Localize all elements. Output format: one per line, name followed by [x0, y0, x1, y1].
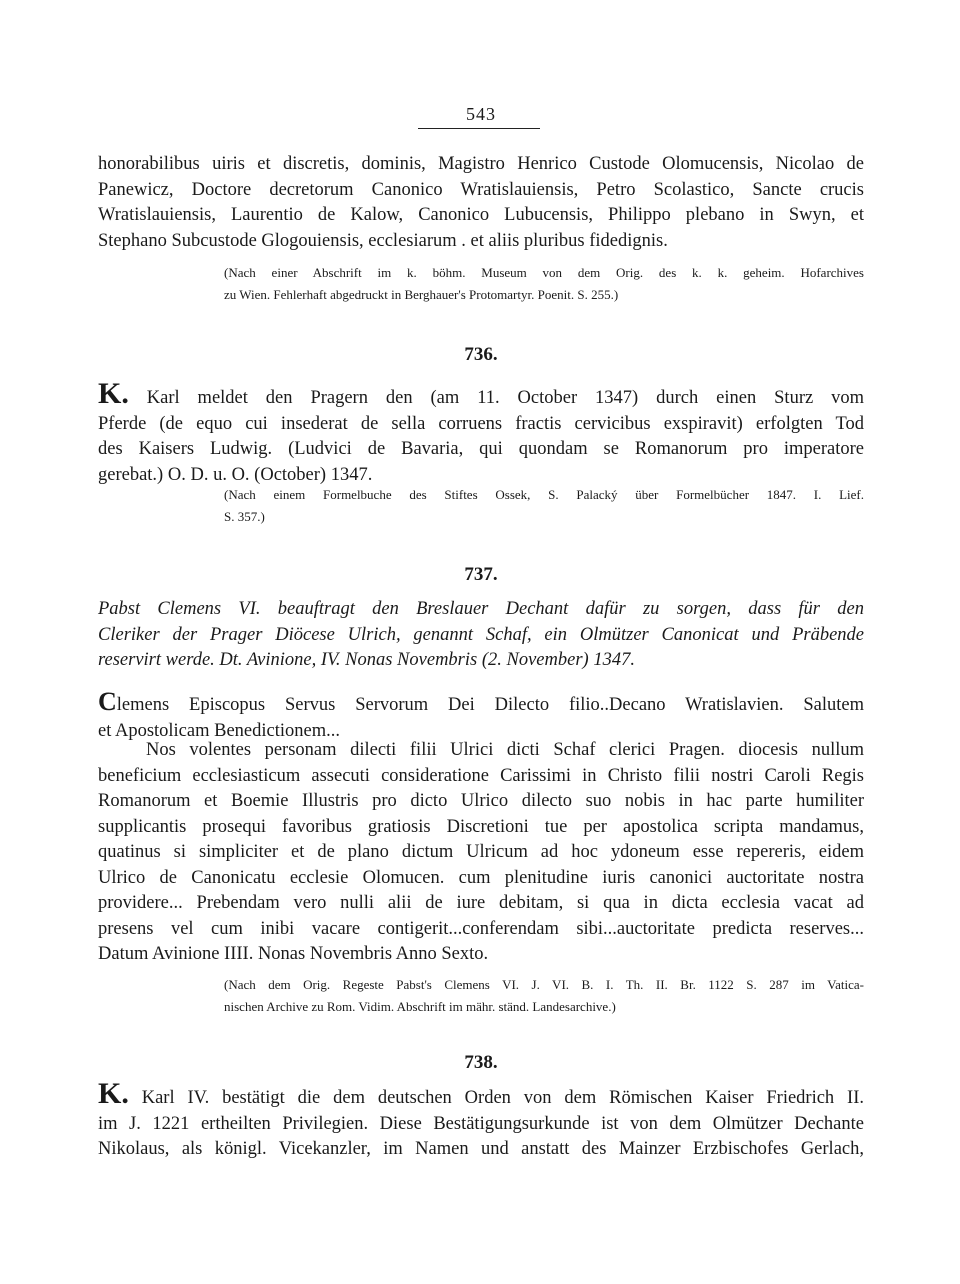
text-line: Romanorum et Boemie Illustris pro dicto Ulrico dilecto suo nobis in hac parte humiliter [98, 791, 864, 811]
text-line: reservirt werde. Dt. Avinione, IV. Nonas Novembris (2. November) 1347. [98, 650, 635, 670]
document-summary [98, 1079, 864, 1163]
text-line: Nos volentes personam dilecti filii Ulrici dicti Schaf clerici Pragen. diocesis nullum [146, 740, 864, 760]
text-line: Datum Avinione IIII. Nonas Novembris Anno Sexto. [98, 944, 489, 964]
note-line: (Nach einer Abschrift im k. böhm. Museum von dem Orig. des k. k. geheim. Hofarchives [224, 265, 864, 280]
document-number: 738. [464, 1052, 498, 1073]
text-line: honorabilibus uiris et discretis, dominis, Magistro Henrico Custode Olomucensis, Nicolao de [98, 154, 864, 174]
text-line: K. Karl IV. bestätigt die dem deutschen Orden von dem Römischen Kaiser Friedrich II. [98, 1077, 865, 1110]
document-number: 737. [464, 564, 498, 585]
initial-letter: C [98, 687, 117, 716]
note-line: S. 357.) [224, 509, 265, 524]
text-line: quatinus si simpliciter et de plano dictum Ulricum ad hoc ydoneum esse repereris, eidem [98, 842, 864, 862]
text-line: Pabst Clemens VI. beauftragt den Breslauer Dechant dafür zu sorgen, dass für den [98, 599, 864, 619]
text-line: beneficium ecclesiasticum assecuti consideratione Carissimi in Christo filii nostri Caroli Regis [98, 765, 864, 786]
text-line: im J. 1221 ertheilten Privilegien. Diese Bestätigungsurkunde ist von dem Olmützer Dechante [98, 1113, 864, 1134]
document-opening [98, 689, 864, 744]
text-line: Panewicz, Doctore decretorum Canonico Wratislauiensis, Petro Scolastico, Sancte crucis [98, 179, 864, 200]
text-line: Wratislauiensis, Laurentio de Kalow, Canonico Lubucensis, Philippo plebano in Swyn, et [98, 205, 864, 225]
text-line: providere... Prebendam vero nulli alii de iure debitam, si qua in dicta ecclesia vacat ad [98, 893, 864, 913]
page-number: 543 [466, 104, 496, 124]
page-number-rule [418, 128, 540, 129]
text-line: K. Karl meldet den Pragern den (am 11. October 1347) durch einen Sturz vom [98, 377, 864, 410]
text-line: gerebat.) O. D. u. O. (October) 1347. [98, 464, 373, 485]
note-line: zu Wien. Fehlerhaft abgedruckt in Berghauer's Protomartyr. Poenit. S. 255.) [224, 287, 619, 302]
continuation-paragraph [98, 152, 864, 254]
text-line: Stephano Subcustode Glogouiensis, ecclesiarum . et aliis pluribus fidedignis. [98, 230, 668, 251]
document-summary [98, 597, 864, 674]
source-note [224, 974, 864, 1018]
note-line: nischen Archive zu Rom. Vidim. Abschrift im mähr. ständ. Landesarchive.) [224, 999, 616, 1014]
document-number: 736. [464, 344, 498, 365]
text-line: presens vel cum inibi vacare contigerit...conferendam sibi...auctoritate predicta reserves... [98, 918, 864, 939]
note-line: (Nach dem Orig. Regeste Pabst's Clemens VI. J. VI. B. I. Th. II. Br. 1122 S. 287 im Vatica- [224, 977, 864, 992]
text-line: Ulrico de Canonicatu ecclesie Olomucen. cum plenitudine iuris canonici auctoritate nostra [98, 867, 864, 888]
text-line: des Kaisers Ludwig. (Ludvici de Bavaria, qui quondam se Romanorum pro imperatore [98, 439, 864, 459]
text-line: Clemens Episcopus Servus Servorum Dei Dilecto filio..Decano Wratislavien. Salutem [98, 687, 864, 716]
text-line: supplicantis prosequi favoribus gratiosis Discretioni tue per apostolica scripta mandamus, [98, 816, 864, 837]
text-line: Pferde (de equo cui insederat de sella corruens fractis cervicibus exspiravit) erfolgten Tod [98, 413, 864, 434]
initial-letter: K. [98, 377, 129, 410]
text-line: Nikolaus, als königl. Vicekanzler, im Namen und anstatt des Mainzer Erzbischofes Gerlach, [98, 1139, 864, 1159]
source-note [224, 262, 864, 306]
note-line: (Nach einem Formelbuche des Stiftes Ossek, S. Palacký über Formelbücher 1847. I. Lief. [224, 487, 864, 502]
text-line: et Apostolicam Benedictionem... [98, 720, 340, 741]
text-line: Cleriker der Prager Diöcese Ulrich, genannt Schaf, ein Olmützer Canonicat und Präbende [98, 624, 864, 645]
initial-letter: K. [98, 1077, 129, 1110]
document-body [98, 738, 864, 968]
document-summary [98, 379, 864, 488]
source-note [224, 484, 864, 528]
